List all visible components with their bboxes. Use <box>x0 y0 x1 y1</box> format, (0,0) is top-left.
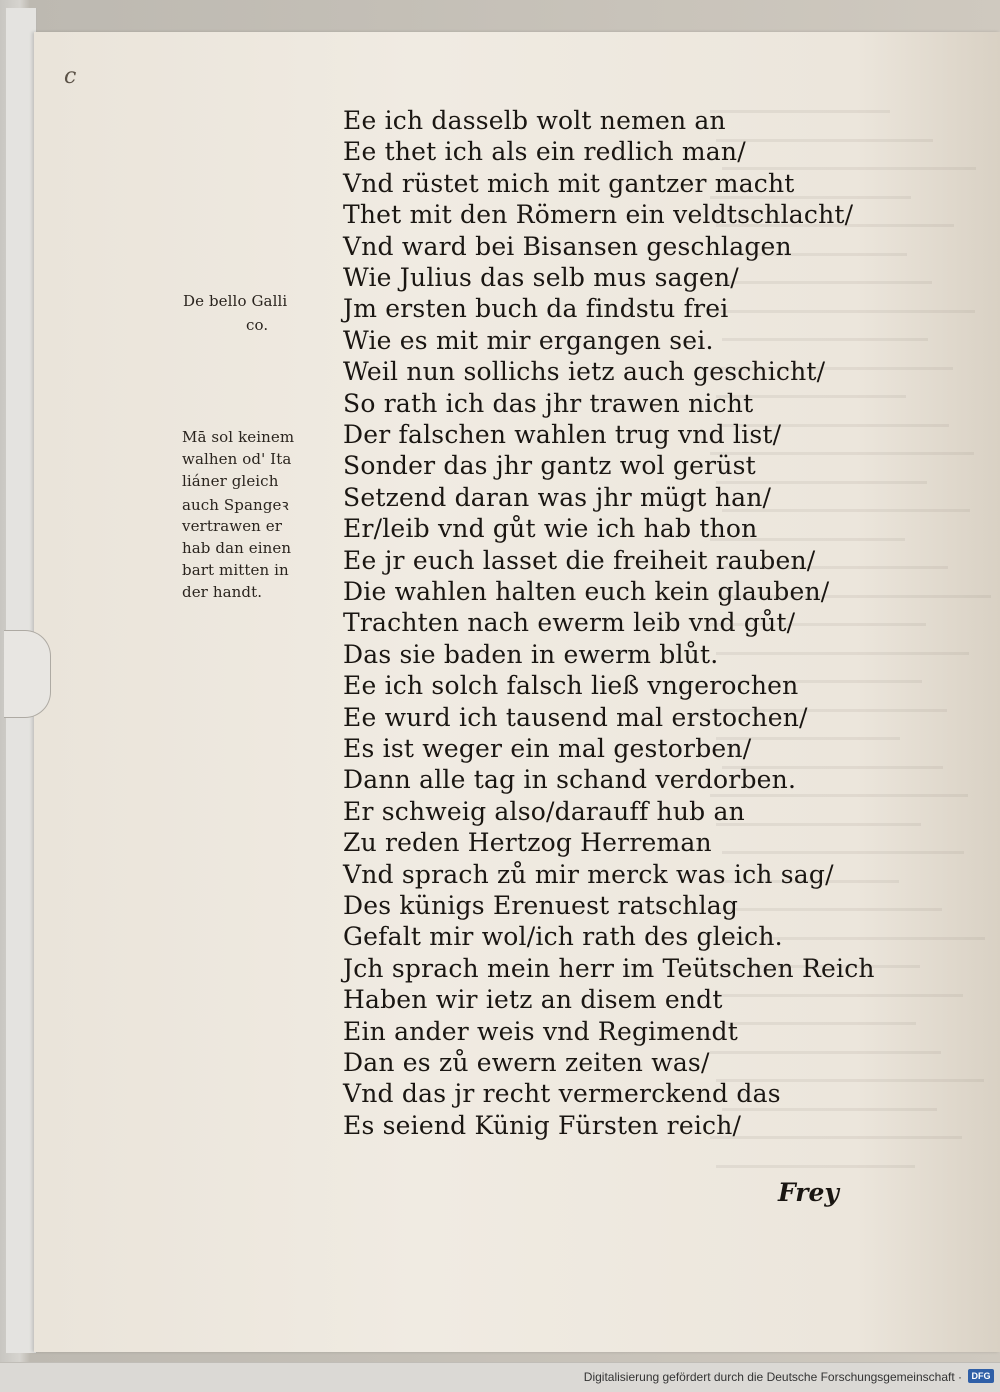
verse-line: Es ist weger ein mal gestorben/ <box>343 734 752 763</box>
verse-line: Weil nun sollichs ietz auch geschicht/ <box>343 357 826 387</box>
margin-note-line: bart mitten in <box>182 561 289 580</box>
footer-bar <box>0 1362 1000 1392</box>
verse-line: Ee ich dasselb wolt nemen an <box>343 106 726 135</box>
show-through-line <box>716 1165 915 1168</box>
page-clip-tab <box>4 630 51 718</box>
margin-note-line: auch Spangeꝛ <box>182 495 289 514</box>
show-through-line <box>710 281 932 284</box>
margin-note-line: walhen od' Ita <box>182 450 292 469</box>
verse-line: Setzend daran was jhr mügt han/ <box>343 482 772 512</box>
verse-line: Jch sprach mein herr im Teütschen Reich <box>343 953 875 983</box>
verse-line: Ee jr euch lasset die freiheit rauben/ <box>343 545 816 575</box>
verse-line: Er schweig also/darauff hub an <box>343 796 745 826</box>
show-through-line <box>722 851 964 854</box>
show-through-line <box>710 794 968 797</box>
verse-line: So rath ich das jhr trawen nicht <box>343 388 754 418</box>
verse-line: Ee wurd ich tausend mal erstochen/ <box>343 702 808 732</box>
verse-line: Sonder das jhr gantz wol gerüst <box>343 451 756 481</box>
verse-line: Es seiend Künig Fürsten reich/ <box>343 1110 742 1140</box>
show-through-line <box>716 310 975 313</box>
margin-note-line: der handt. <box>182 583 263 602</box>
verse-line: Vnd rüstet mich mit gantzer macht <box>343 168 795 198</box>
catchword: Frey <box>778 1178 839 1207</box>
footer-credit: Digitalisierung gefördert durch die Deutsche Forschungsgemeinschaft · <box>583 1370 962 1384</box>
show-through-line <box>722 338 928 341</box>
verse-line: Die wahlen halten euch kein glauben/ <box>343 577 830 606</box>
verse-line: Trachten nach ewerm leib vnd gůt/ <box>343 608 796 638</box>
verse-line: Dan es zů ewern zeiten was/ <box>343 1048 710 1077</box>
page-mark: c <box>64 64 77 89</box>
margin-note-line: vertrawen er <box>182 516 283 535</box>
verse-line: Der falschen wahlen trug vnd list/ <box>343 420 782 449</box>
verse-line: Haben wir ietz an disem endt <box>343 985 723 1015</box>
verse-line: Ee ich solch falsch ließ vngerochen <box>343 671 799 701</box>
verse-line: Wie es mit mir ergangen sei. <box>343 325 714 355</box>
margin-note-line: liáner gleich <box>182 472 279 491</box>
verse-line: Wie Julius das selb mus sagen/ <box>343 263 739 292</box>
verse-line: Dann alle tag in schand verdorben. <box>343 765 797 795</box>
show-through-line <box>710 1136 962 1139</box>
verse-line: Thet mit den Römern ein veldtschlacht/ <box>343 200 854 230</box>
show-through-line <box>716 139 933 142</box>
show-through-line <box>716 994 963 997</box>
margin-note-line: hab dan einen <box>182 539 292 557</box>
verse-line: Ee thet ich als ein redlich man/ <box>343 137 746 167</box>
show-through-line <box>716 908 942 911</box>
show-through-line <box>710 1051 941 1054</box>
show-through-line <box>710 110 890 113</box>
verse-line: Gefalt mir wol/ich rath des gleich. <box>343 922 783 952</box>
dfg-logo-icon: DFG <box>968 1369 994 1383</box>
verse-line: Vnd sprach zů mir merck was ich sag/ <box>343 859 834 889</box>
margin-note-line: Mā sol keinem <box>182 428 295 446</box>
verse-line: Zu reden Hertzog Herreman <box>343 828 712 858</box>
verse-line: Vnd ward bei Bisansen geschlagen <box>343 231 792 261</box>
verse-line: Er/leib vnd gůt wie ich hab thon <box>343 514 758 544</box>
margin-note-line: De bello Galli <box>183 292 288 310</box>
margin-note-line: co. <box>246 316 269 334</box>
show-through-line <box>716 823 921 826</box>
verse-line: Des künigs Erenuest ratschlag <box>343 891 739 920</box>
verse-line: Das sie baden in ewerm blůt. <box>343 639 719 669</box>
show-through-line <box>722 1022 916 1025</box>
verse-line: Ein ander weis vnd Regimendt <box>343 1016 739 1046</box>
show-through-line <box>716 652 969 655</box>
verse-line: Vnd das jr recht vermerckend das <box>343 1079 781 1109</box>
verse-line: Jm ersten buch da findstu frei <box>343 294 729 324</box>
